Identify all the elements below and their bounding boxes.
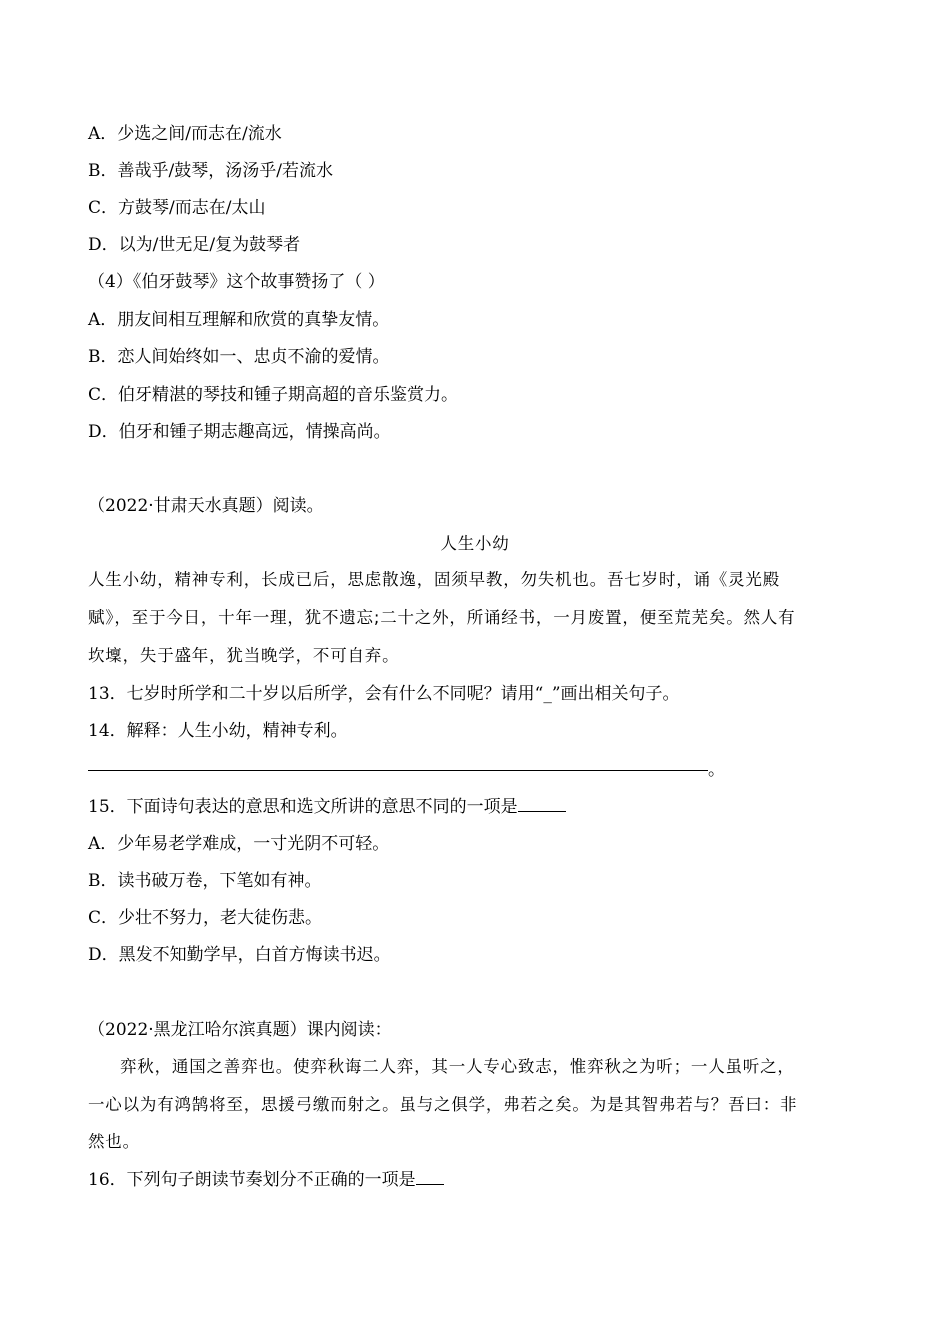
option-a: A．少选之间/而志在/流水 <box>88 124 282 144</box>
passage-line: 人生小幼，精神专利，长成已后，思虑散逸，固须早教，勿失机也。吾七岁时，诵《灵光殿 <box>88 570 780 589</box>
option-c: C．少壮不努力，老大徒伤悲。 <box>88 908 323 928</box>
question-16-text: 16．下列句子朗读节奏划分不正确的一项是 <box>88 1170 416 1190</box>
passage-line: 弈秋，通国之善弈也。使弈秋诲二人弈，其一人专心致志，惟弈秋之为听；一人虽听之， <box>120 1057 795 1076</box>
option-d: D．以为/世无足/复为鼓琴者 <box>88 235 301 255</box>
option-c: C．伯牙精湛的琴技和锺子期高超的音乐鉴赏力。 <box>88 385 459 405</box>
passage-line: 赋》，至于今日，十年一理，犹不遗忘;二十之外，所诵经书，一月废置，便至荒芜矣。然人有 <box>88 608 796 627</box>
question-4: （4）《伯牙鼓琴》这个故事赞扬了（ ） <box>88 272 385 292</box>
answer-blank[interactable] <box>416 1168 444 1185</box>
source-label: （2022·甘肃天水真题）阅读。 <box>88 496 324 516</box>
answer-blank[interactable] <box>88 770 708 771</box>
answer-blank[interactable] <box>518 795 566 812</box>
option-d: D．黑发不知勤学早，白首方悔读书迟。 <box>88 945 391 965</box>
question-15-text: 15．下面诗句表达的意思和选文所讲的意思不同的一项是 <box>88 797 518 817</box>
option-b: B．恋人间始终如一、忠贞不渝的爱情。 <box>88 347 390 367</box>
option-b: B．读书破万卷，下笔如有神。 <box>88 871 322 891</box>
passage-line: 坎壈，失于盛年，犹当晚学，不可自弃。 <box>88 646 400 665</box>
source-label: （2022·黑龙江哈尔滨真题）课内阅读： <box>88 1020 392 1040</box>
question-14: 14．解释：人生小幼，精神专利。 <box>88 721 348 741</box>
passage-line: 然也。 <box>88 1132 140 1151</box>
answer-blank-end: 。 <box>708 760 725 780</box>
option-a: A．朋友间相互理解和欣赏的真挚友情。 <box>88 310 390 330</box>
question-15 <box>88 795 868 819</box>
option-c: C．方鼓琴/而志在/太山 <box>88 198 266 218</box>
option-a: A．少年易老学难成，一寸光阴不可轻。 <box>88 834 390 854</box>
question-16 <box>88 1168 868 1192</box>
option-d: D．伯牙和锺子期志趣高远，情操高尚。 <box>88 422 391 442</box>
question-13: 13．七岁时所学和二十岁以后所学，会有什么不同呢？请用“_”画出相关句子。 <box>88 684 680 704</box>
option-b: B．善哉乎/鼓琴，汤汤乎/若流水 <box>88 161 333 181</box>
passage-line: 一心以为有鸿鹄将至，思援弓缴而射之。虽与之俱学，弗若之矣。为是其智弗若与？吾曰：非 <box>88 1095 798 1114</box>
passage-title: 人生小幼 <box>440 534 510 553</box>
